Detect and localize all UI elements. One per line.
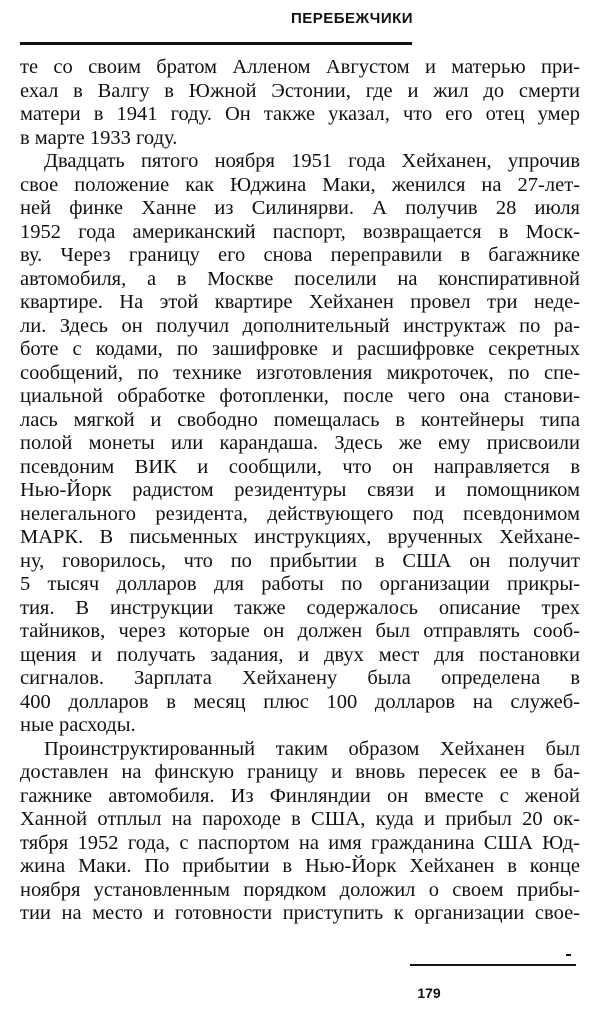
text-line: жина Маки. По прибытии в Нью-Йорк Хейханен в конце [20,855,580,877]
text-line: ну, говорилось, что по прибытии в США он получит [20,549,580,572]
text-line: в марте 1933 году. [20,126,178,149]
text-line: автомобиля, а в Москве поселили на конспиративной [20,267,580,290]
text-line: Ханной отплыл на пароходе в США, куда и прибыл 20 ок- [20,808,580,830]
text-line: Проинструктированный таким образом Хейханен был [44,737,580,760]
paragraph-2 [20,150,580,738]
page-number: 179 [417,985,441,1001]
text-line: тия. В инструкции также содержалось описание трех [20,596,580,619]
text-line: псевдоним ВИК и сообщили, что он направляется в [20,455,580,478]
text-line: Нью-Йорк радистом резидентуры связи и помощником [20,479,580,501]
text-line: полой монеты или карандаша. Здесь же ему присвоили [20,432,580,454]
footer-rule [410,964,576,966]
text-line: те со своим братом Алленом Августом и матерью при- [20,56,580,78]
text-line: щения и получать задания, и двух мест для постановки [20,643,580,666]
text-line: 1952 года американский паспорт, возвращается в Моск- [20,220,580,243]
text-line: тии на место и готовности приступить к организации свое- [20,902,580,924]
paragraph-3 [20,738,580,926]
text-line: Двадцать пятого ноября 1951 года Хейханен, упрочив [44,150,580,172]
running-title: ПЕРЕБЕЖЧИКИ [290,10,414,27]
text-line: ноября установленным порядком доложил о своем прибы- [20,878,580,901]
text-line: боте с кодами, по зашифровке и расшифровке секретных [20,338,580,360]
text-line: гажнике автомобиля. Из Финляндии он вместе с женой [20,784,580,807]
text-line: МАРК. В письменных инструкциях, врученных Хейхане- [20,526,580,548]
text-line: ли. Здесь он получил дополнительный инструктаж по ра- [20,314,580,337]
text-line: 400 долларов в месяц плюс 100 долларов на служеб- [20,690,580,713]
text-line: сообщений, по технике изготовления микроточек, по спе- [20,361,580,384]
text-line: ехал в Валгу в Южной Эстонии, где и жил до смерти [20,79,580,102]
text-line: свое положение как Юджина Маки, женился на 27-лет- [20,173,580,196]
header-rule [20,42,412,45]
text-line: тайников, через которые он должен был отправлять сооб- [20,620,580,642]
body-text [20,56,580,926]
text-line: сигналов. Зарплата Хейханену была определена в [20,667,580,689]
text-line: лась мягкой и свободно помещалась в контейнеры типа [20,408,580,431]
text-line: доставлен на финскую границу и вновь пересек ее в ба- [20,761,580,783]
paragraph-1 [20,56,580,150]
text-line: ней финке Ханне из Силинярви. А получив 28 июля [20,197,580,219]
text-line: циальной обработке фотопленки, после чего она станови- [20,385,580,407]
text-line: тября 1952 года, с паспортом на имя гражданина США Юд- [20,831,580,854]
footer-mark [566,954,571,956]
text-line: нелегального резидента, действующего под псевдонимом [20,502,580,525]
text-line: матери в 1941 году. Он также указал, что его отец умер [20,103,580,125]
text-line: ные расходы. [20,714,136,736]
text-line: ву. Через границу его снова переправили в багажнике [20,244,580,266]
text-line: 5 тысяч долларов для работы по организации прикры- [20,573,580,595]
text-line: квартире. На этой квартире Хейханен провел три неде- [20,291,580,313]
